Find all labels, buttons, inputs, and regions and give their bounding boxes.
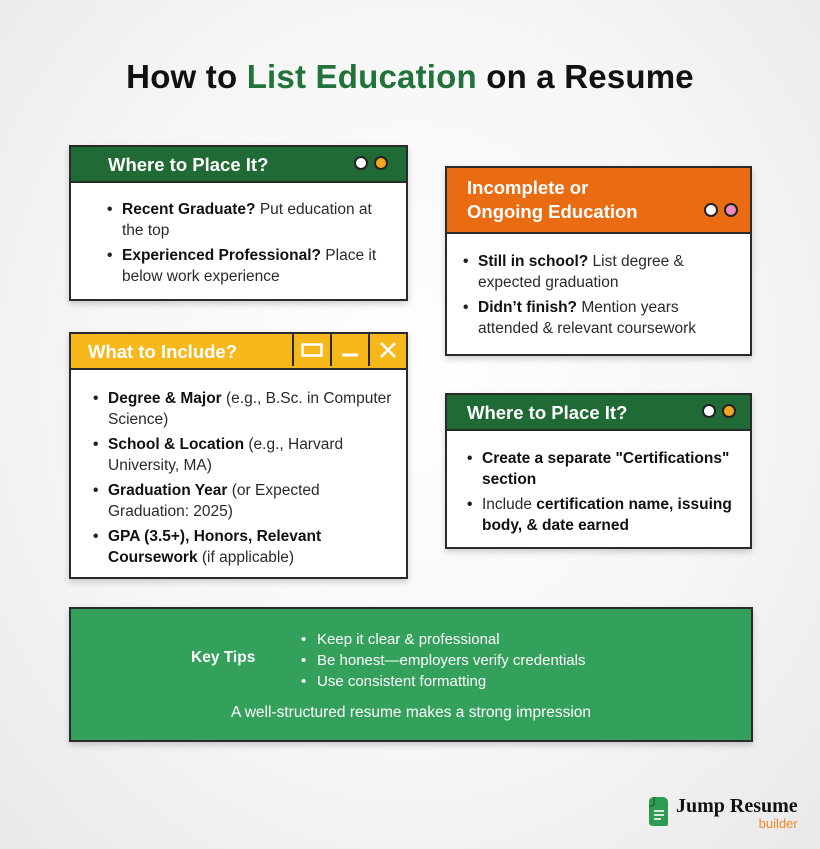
resume-document-icon	[646, 795, 670, 827]
brand-logo[interactable]	[646, 795, 798, 830]
certifications-card	[445, 393, 752, 549]
minimize-icon[interactable]	[330, 334, 368, 366]
ongoing-card-header	[447, 168, 750, 234]
page-title	[0, 58, 820, 96]
ongoing-card	[445, 166, 752, 356]
placement-card	[69, 145, 408, 301]
list-item: • Recent Graduate? Put education at the top	[107, 199, 387, 241]
window-restore-icon[interactable]	[292, 334, 330, 366]
list-item: • Keep it clear & professional	[301, 629, 585, 650]
list-item: • Be honest—employers verify credentials	[301, 650, 585, 671]
amber-dot-icon	[374, 156, 388, 170]
close-icon[interactable]	[368, 334, 406, 366]
placement-card-header	[71, 147, 406, 183]
list-item: • Use consistent formatting	[301, 671, 585, 692]
list-item: • Experienced Professional? Place it below work experience	[107, 245, 387, 287]
amber-dot-icon	[722, 404, 736, 418]
key-tips-panel	[69, 607, 753, 742]
logo-text	[676, 795, 798, 830]
key-tips-label: Key Tips	[191, 649, 256, 666]
key-tips-footer: A well-structured resume makes a strong impression	[230, 704, 592, 721]
list-item: • Degree & Major (e.g., B.Sc. in Computer Science)	[93, 388, 393, 430]
white-dot-icon	[354, 156, 368, 170]
list-item: • Create a separate "Certifications" section	[467, 448, 743, 490]
list-item: • GPA (3.5+), Honors, Relevant Coursework (if applicable)	[93, 526, 393, 568]
include-card	[69, 332, 408, 579]
ongoing-list	[463, 251, 743, 343]
include-card-header	[71, 334, 406, 370]
logo-subtitle: builder	[758, 816, 798, 831]
title-prefix: How to	[126, 58, 247, 95]
ongoing-card-title: Incomplete or Ongoing Education	[467, 177, 638, 222]
title-suffix: on a Resume	[476, 58, 694, 95]
placement-card-title: Where to Place It?	[108, 154, 269, 175]
include-list	[93, 388, 393, 572]
include-card-title: What to Include?	[88, 341, 238, 362]
white-dot-icon	[702, 404, 716, 418]
pink-dot-icon	[724, 203, 738, 217]
list-item: • Include certification name, issuing body, & date earned	[467, 494, 743, 536]
certifications-list	[467, 448, 743, 540]
list-item: • School & Location (e.g., Harvard University, MA)	[93, 434, 393, 476]
placement-list	[107, 199, 387, 291]
window-dots	[354, 156, 388, 170]
window-dots	[702, 404, 736, 418]
list-item: • Graduation Year (or Expected Graduation: 2025)	[93, 480, 393, 522]
white-dot-icon	[704, 203, 718, 217]
list-item: • Still in school? List degree & expected graduation	[463, 251, 743, 293]
window-dots	[704, 203, 738, 217]
logo-name: Jump Resume	[676, 795, 798, 817]
certifications-card-header	[447, 395, 750, 431]
list-item: • Didn’t finish? Mention years attended & relevant coursework	[463, 297, 743, 339]
key-tips-list	[301, 629, 585, 692]
title-accent: List Education	[246, 58, 477, 95]
certifications-card-title: Where to Place It?	[467, 402, 628, 423]
